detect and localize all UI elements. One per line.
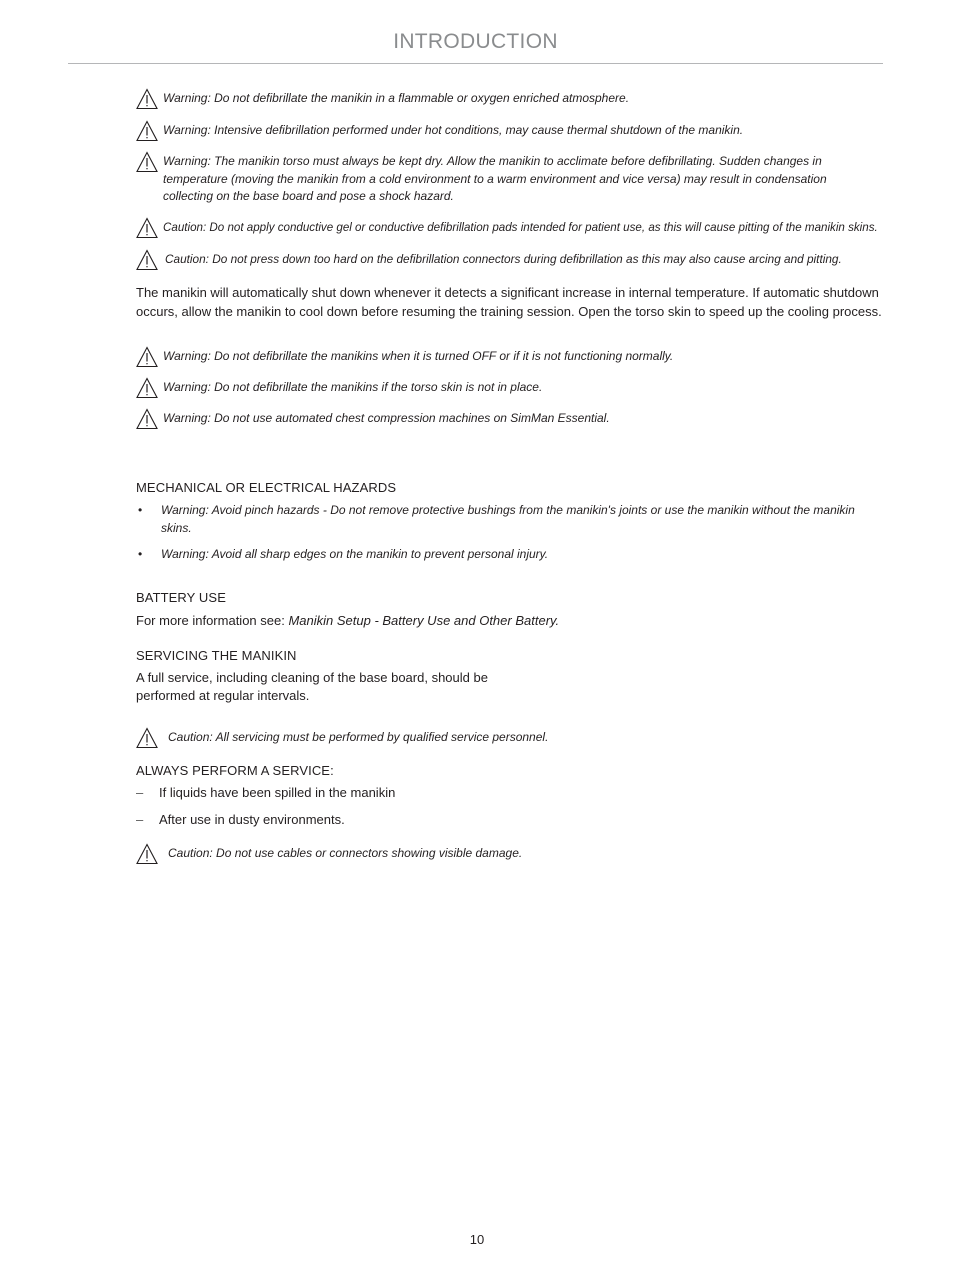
- warning-text: Warning: Do not defibrillate the manikins when it is turned OFF or if it is not functioning normally.: [163, 349, 674, 363]
- caution-cables-damage: [136, 845, 886, 865]
- warning-triangle-icon: [136, 727, 158, 749]
- warning-text: Warning: Do not defibrillate the manikin in a flammable or oxygen enriched atmosphere.: [163, 91, 630, 105]
- warning-triangle-icon: [136, 217, 158, 239]
- list-item: [136, 811, 876, 829]
- dash-mark: –: [136, 812, 144, 827]
- page-number: 10: [469, 1232, 485, 1247]
- battery-info: [136, 612, 886, 631]
- warning-triangle-icon: [136, 151, 158, 173]
- shutdown-paragraph: The manikin will automatically shut down whenever it detects a significant increase in internal temperature. If automatic shutdown occurs, allow the manikin to cool down before resuming the training session. Open the torso skin to speed up the cooling process.: [136, 285, 882, 319]
- battery-info-prefix: For more information see:: [136, 613, 289, 628]
- page-header-title: INTRODUCTION: [393, 30, 558, 53]
- warning-triangle-icon: [136, 249, 158, 271]
- list-item: [136, 784, 876, 802]
- warning-text: Warning: Do not defibrillate the manikins if the torso skin is not in place.: [163, 380, 543, 394]
- warning-triangle-icon: [136, 346, 158, 368]
- section-heading-battery: BATTERY USE: [136, 590, 226, 605]
- battery-info-reference: Manikin Setup - Battery Use and Other Battery.: [288, 613, 560, 628]
- warning-text: Warning: Intensive defibrillation performed under hot conditions, may cause thermal shutdown of the manikin.: [163, 123, 744, 137]
- warning-turned-off: [136, 348, 886, 368]
- section-heading-mechanical: MECHANICAL OR ELECTRICAL HAZARDS: [136, 480, 397, 495]
- caution-qualified-personnel: [136, 729, 886, 749]
- section-heading-servicing: SERVICING THE MANIKIN: [136, 648, 297, 663]
- caution-text: Caution: Do not press down too hard on the defibrillation connectors during defibrillation as this may also cause arcing and pitting.: [165, 252, 842, 266]
- warning-triangle-icon: [136, 377, 158, 399]
- warning-text: Warning: Do not use automated chest compression machines on SimMan Essential.: [163, 411, 610, 425]
- caution-text: Caution: Do not use cables or connectors showing visible damage.: [168, 846, 523, 860]
- warning-keep-dry: [136, 153, 886, 206]
- caution-conductive-gel: [136, 219, 886, 239]
- warning-text: Warning: The manikin torso must always be kept dry. Allow the manikin to acclimate before defibrillating. Sudden changes in temperature (moving the manikin from a cold environment to a warm environment and vice versa) may result in condensation collecting on the base board and pose a shock hazard.: [163, 154, 827, 203]
- servicing-line-1: A full service, including cleaning of the base board, should be: [136, 670, 488, 685]
- warning-torso-skin: [136, 379, 886, 399]
- servicing-line-2: performed at regular intervals.: [136, 688, 310, 703]
- warning-triangle-icon: [136, 408, 158, 430]
- list-item-text: After use in dusty environments.: [159, 812, 345, 827]
- list-item: [136, 546, 876, 564]
- bullet-mark: •: [138, 503, 143, 517]
- warning-flammable: [136, 90, 886, 110]
- warning-triangle-icon: [136, 120, 158, 142]
- section-heading-always-service: ALWAYS PERFORM A SERVICE:: [136, 763, 334, 778]
- warning-chest-compression: [136, 410, 886, 430]
- warning-triangle-icon: [136, 843, 158, 865]
- list-item-text: Warning: Avoid all sharp edges on the manikin to prevent personal injury.: [161, 547, 549, 561]
- warning-triangle-icon: [136, 88, 158, 110]
- list-item: [136, 502, 876, 537]
- warning-thermal-shutdown: [136, 122, 886, 142]
- header-divider: [68, 63, 883, 64]
- dash-mark: –: [136, 785, 144, 800]
- list-item-text: If liquids have been spilled in the manikin: [159, 785, 396, 800]
- caution-text: Caution: Do not apply conductive gel or conductive defibrillation pads intended for patient use, as this will cause pitting of the manikin skins.: [163, 221, 878, 234]
- list-item-text: Warning: Avoid pinch hazards - Do not remove protective bushings from the manikin's joints or use the manikin without the manikin skins.: [161, 503, 855, 535]
- caution-text: Caution: All servicing must be performed by qualified service personnel.: [168, 730, 549, 744]
- bullet-mark: •: [138, 547, 143, 561]
- caution-press-connectors: [136, 251, 886, 271]
